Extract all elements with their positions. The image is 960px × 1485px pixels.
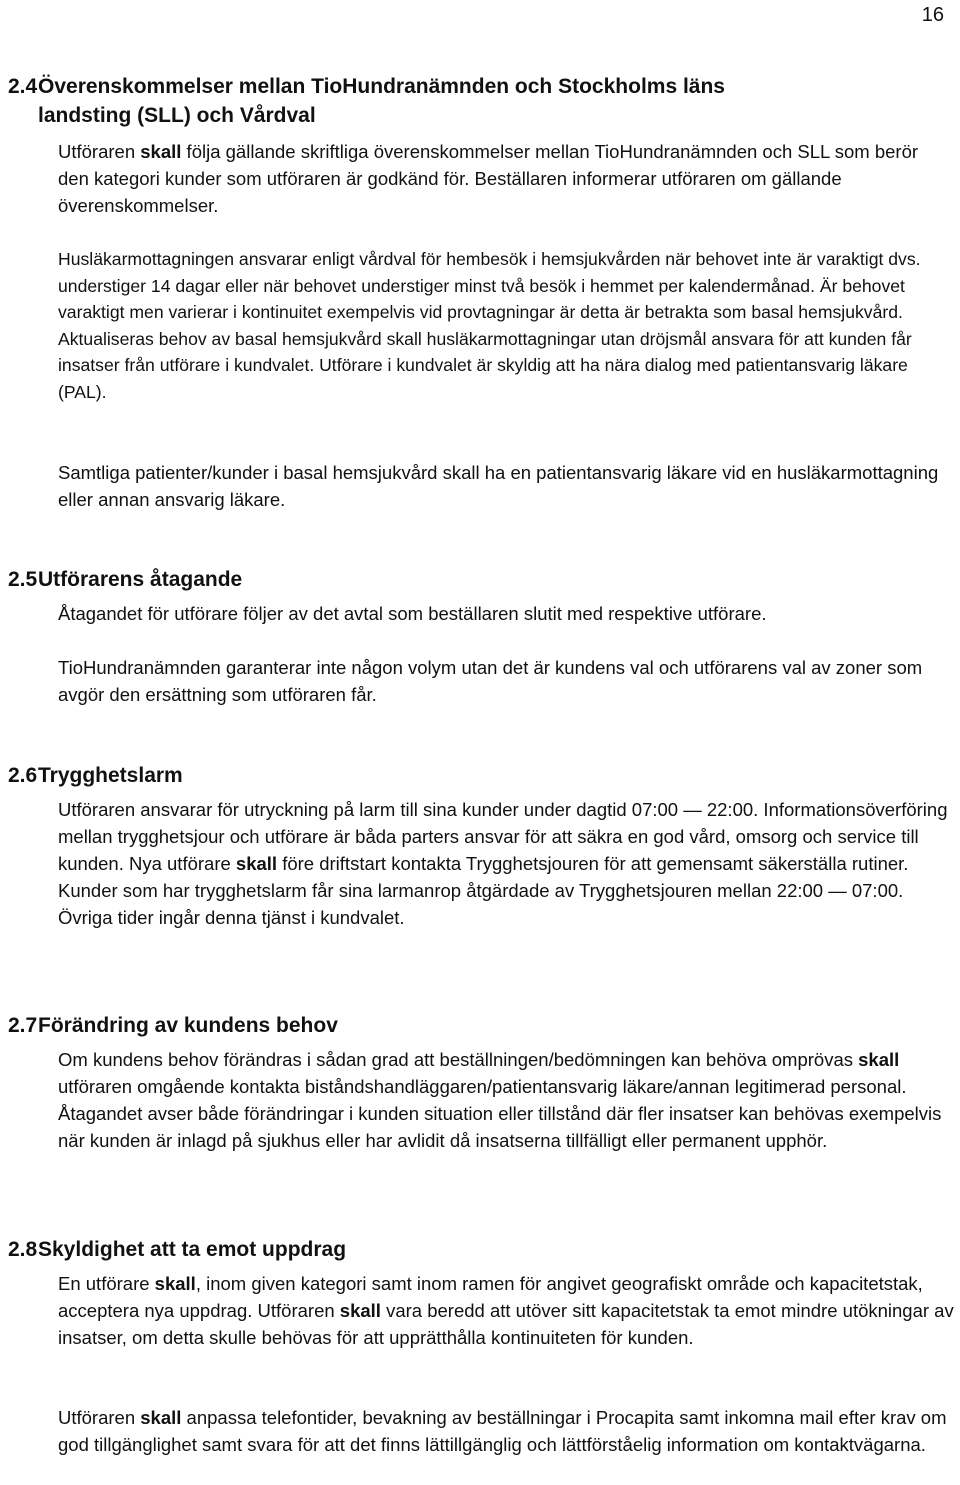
section-title: Utförarens åtagande — [38, 568, 243, 591]
bold-emphasis: skall — [235, 853, 278, 874]
paragraph: Utföraren skall följa gällande skriftliga överenskommelser mellan TioHundranämnden och SLL som berör den kategori kunder som utföraren är godkänd för. Beställaren informerar utföraren om gällande överenskommelser. — [58, 141, 919, 216]
section-number: 2.8 — [8, 1238, 38, 1261]
paragraph: Samtliga patienter/kunder i basal hemsjukvård skall ha en patientansvarig läkare vid en husläkarmottagning eller annan ansvarig läkare. — [58, 462, 939, 510]
bold-emphasis: skall — [858, 1049, 900, 1070]
section-number: 2.5 — [8, 568, 38, 591]
bold-emphasis: skall — [339, 1300, 381, 1321]
paragraph: Utföraren skall anpassa telefontider, bevakning av beställningar i Procapita samt inkomna mail efter krav om god tillgänglighet samt svara för att det finns lättillgänglig och lättförståelig information om kontaktvägarna. — [58, 1407, 947, 1455]
section-heading-2-8 — [8, 1235, 346, 1264]
paragraph: Åtagandet för utförare följer av det avtal som beställaren slutit med respektive utförare. — [58, 603, 767, 624]
section-title: Överenskommelser mellan TioHundranämnden och Stockholms läns — [38, 75, 725, 98]
section-number: 2.6 — [8, 764, 38, 787]
bold-emphasis: skall — [154, 1273, 196, 1294]
paragraph: En utförare skall, inom given kategori samt inom ramen för angivet geografiskt område och kapacitetstak, acceptera nya uppdrag. Utföraren skall vara beredd att utöver sitt kapacitetstak ta emot mindre utökningar av insatser, om detta skulle behövas för att upprätthålla kontinuiteten för kunden. — [58, 1273, 954, 1348]
section-heading-2-5 — [8, 565, 242, 594]
paragraph: TioHundranämnden garanterar inte någon volym utan det är kundens val och utförarens val av zoner som avgör den ersättning som utföraren får. — [58, 657, 923, 705]
section-heading-2-6 — [8, 761, 183, 790]
section-heading-2-4 — [8, 72, 725, 130]
bold-emphasis: skall — [140, 1407, 182, 1428]
section-number: 2.7 — [8, 1014, 38, 1037]
paragraph: Om kundens behov förändras i sådan grad att beställningen/bedömningen kan behöva omprövas skall utföraren omgående kontakta biståndshandläggaren/patientansvarig läkare/annan legitimerad personal. Åtagandet avser både förändringar i kunden situation eller tillstånd där fler insatser kan behövas exempelvis när kunden är inlagd på sjukhus eller har avlidit då insatserna tillfälligt eller permanent upphör. — [58, 1049, 942, 1151]
paragraph: Utföraren ansvarar för utryckning på larm till sina kunder under dagtid 07:00 — 22:00. Informationsöverföring mellan trygghetsjour och utförare är båda parters ansvar för att säkra en god vård, omsorg och service till kunden. Nya utförare skall före driftstart kontakta Trygghetsjouren för att gemensamt säkerställa rutiner. Kunder som har trygghetslarm får sina larmanrop åtgärdade av Trygghetsjouren mellan 22:00 — 07:00. Övriga tider ingår denna tjänst i kundvalet. — [58, 799, 948, 928]
bold-emphasis: skall — [140, 141, 182, 162]
section-title: Skyldighet att ta emot uppdrag — [38, 1238, 347, 1261]
section-number: 2.4 — [8, 75, 38, 98]
section-title: Trygghetslarm — [38, 764, 183, 787]
page-number: 16 — [921, 4, 944, 26]
section-heading-2-7 — [8, 1011, 338, 1040]
paragraph: Husläkarmottagningen ansvarar enligt vårdval för hembesök i hemsjukvården när behovet inte är varaktigt dvs. understiger 14 dagar eller när behovet understiger minst två besök i hemmet per kalendermånad. Är behovet varaktigt men varierar i kontinuitet exempelvis vid provtagningar är detta är betrakta som basal hemsjukvård. Aktualiseras behov av basal hemsjukvård skall husläkarmottagningar utan dröjsmål ansvara för att kunden får insatser från utförare i kundvalet. Utförare i kundvalet är skyldig att ha nära dialog med patientansvarig läkare (PAL). — [58, 249, 921, 402]
section-title: Förändring av kundens behov — [38, 1014, 338, 1037]
section-title-line2: landsting (SLL) och Vårdval — [38, 104, 316, 127]
